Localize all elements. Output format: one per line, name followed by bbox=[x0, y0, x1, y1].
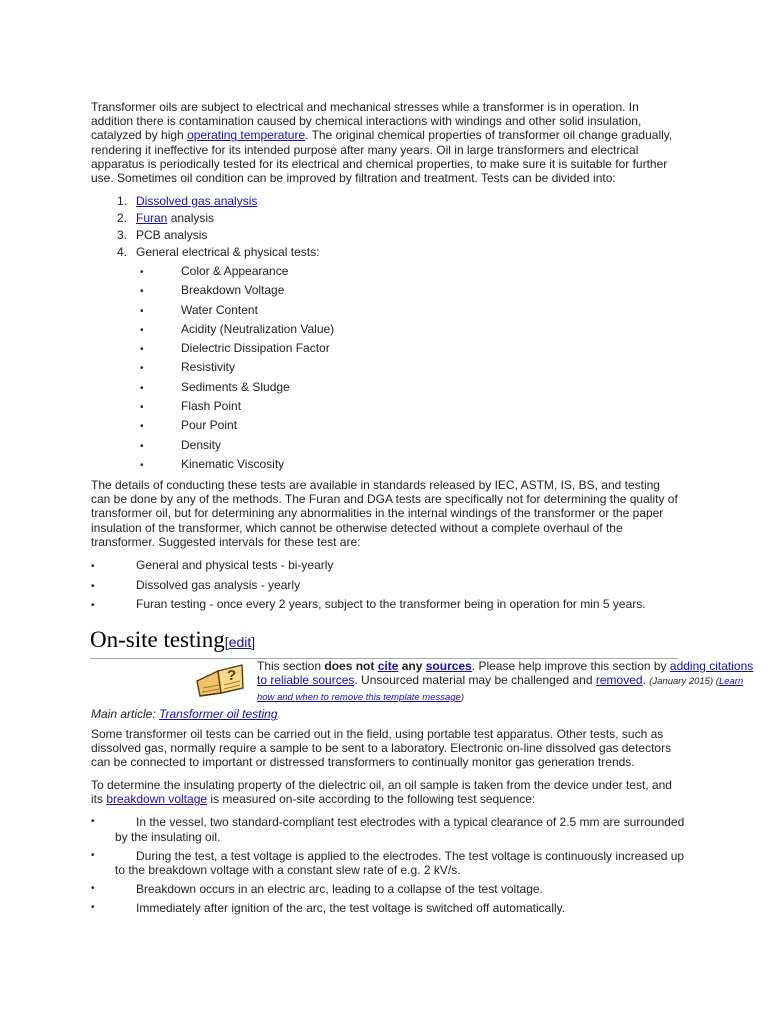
paragraph-text-start: To determine the insulating property of the dielectric oil, an oil sample is taken from the device under test, and its bbox=[91, 778, 672, 807]
list-text: Resistivity bbox=[181, 360, 236, 375]
bullet-icon: • bbox=[140, 305, 144, 317]
question-book-icon bbox=[194, 659, 246, 699]
dissolved-gas-analysis-link[interactable]: Dissolved gas analysis bbox=[136, 194, 258, 208]
list-item bbox=[91, 849, 691, 878]
bullet-icon: • bbox=[140, 382, 144, 394]
notice-date: (January 2015) bbox=[649, 676, 714, 687]
notice-text-part: . Unsourced material may be challenged and bbox=[354, 673, 596, 687]
cite-link[interactable]: cite bbox=[377, 659, 399, 673]
list-text: Dielectric Dissipation Factor bbox=[181, 341, 330, 356]
bullet-icon: • bbox=[140, 363, 144, 375]
list-text: Dissolved gas analysis - yearly bbox=[136, 577, 301, 592]
list-text: PCB analysis bbox=[136, 228, 208, 242]
bullet-icon: • bbox=[140, 402, 144, 414]
svg-text:?: ? bbox=[227, 667, 237, 684]
onsite-paragraph: Some transformer oil tests can be carried out in the field, using portable test apparatus. Other tests, such as dissolved gas, normally require a sample to be sent to a laboratory. Electronic on-line dissolved gas detectors can be connected to important or distressed transformers to continually monitor gas generation trends. bbox=[91, 727, 672, 770]
list-item bbox=[140, 281, 334, 300]
list-item bbox=[117, 193, 637, 210]
section-title: On-site testing bbox=[90, 627, 225, 652]
bullet-icon: • bbox=[140, 286, 144, 298]
paragraph-text-end: is measured on-site according to the following test sequence: bbox=[207, 792, 536, 807]
list-number: 3. bbox=[117, 228, 128, 242]
notice-paren: ( bbox=[713, 676, 719, 687]
list-text: During the test, a test voltage is applied to the electrodes. The test voltage is continuously increased up to the breakdown voltage with a constant slew rate of e.g. 2 kV/s. bbox=[115, 848, 685, 877]
list-item bbox=[117, 227, 637, 244]
edit-link[interactable]: edit bbox=[228, 634, 252, 650]
test-types-list bbox=[117, 193, 637, 261]
list-item bbox=[140, 301, 334, 320]
list-item bbox=[140, 262, 334, 281]
bullet-icon: • bbox=[140, 344, 144, 356]
bracket-open: [ bbox=[224, 634, 229, 650]
intervals-list bbox=[91, 556, 646, 615]
bullet-icon: • bbox=[91, 816, 95, 827]
breakdown-voltage-link[interactable]: breakdown voltage bbox=[106, 792, 208, 807]
list-item bbox=[91, 901, 691, 916]
bullet-icon: • bbox=[91, 902, 95, 913]
section-heading bbox=[90, 626, 678, 659]
list-item bbox=[91, 882, 691, 897]
test-sequence-list bbox=[91, 815, 691, 920]
list-number: 1. bbox=[117, 194, 128, 208]
notice-text-part: . bbox=[642, 673, 650, 687]
list-text: Water Content bbox=[181, 302, 258, 317]
list-text: Pour Point bbox=[181, 418, 238, 433]
bullet-icon: • bbox=[140, 440, 144, 452]
insulating-paragraph bbox=[91, 778, 681, 806]
details-paragraph: The details of conducting these tests are available in standards released by IEC, ASTM, IS, BS, and testing can be done by any of the methods. The Furan and DGA tests are specifically not for determining the quality of transformer oil, but for determining any abnormalities in the internal windings of the transformer or the paper insulation of the transformer, which cannot be otherwise detected without a complete overhaul of the transformer. Suggested intervals for these test are: bbox=[91, 478, 678, 549]
learn-more-link[interactable]: Learn how and when to remove this template message bbox=[257, 676, 744, 703]
list-item bbox=[140, 455, 334, 474]
list-item bbox=[140, 358, 334, 377]
bracket-close: ] bbox=[251, 634, 256, 650]
furan-link[interactable]: Furan bbox=[136, 211, 168, 225]
list-text: General electrical & physical tests: bbox=[136, 245, 320, 259]
list-text: Immediately after ignition of the arc, the test voltage is switched off automatically. bbox=[136, 901, 566, 915]
list-text: Kinematic Viscosity bbox=[181, 456, 285, 471]
list-text: Color & Appearance bbox=[181, 264, 289, 278]
adding-citations-link[interactable]: adding citations to reliable sources bbox=[257, 659, 754, 687]
sources-link[interactable]: sources bbox=[425, 659, 472, 673]
notice-bold: does not bbox=[324, 659, 378, 673]
list-number: 4. bbox=[117, 245, 128, 259]
bullet-icon: • bbox=[91, 561, 95, 572]
list-item bbox=[140, 378, 334, 397]
bullet-icon: • bbox=[140, 459, 144, 471]
transformer-oil-testing-link[interactable]: Transformer oil testing bbox=[159, 707, 278, 721]
list-item bbox=[91, 576, 646, 596]
list-item bbox=[91, 556, 646, 576]
list-text: Flash Point bbox=[181, 399, 242, 414]
bullet-icon: • bbox=[140, 267, 144, 278]
notice-paren: ) bbox=[460, 692, 465, 703]
intro-text-end: . The original chemical properties of transformer oil change gradually, rendering it ineffective for its intended purpose after many years. Oil in large transformers and electrical apparatus is periodically tested for its electrical and chemical properties, to make sure it is suitable for further use. Sometimes oil condition can be improved by filtration and treatment. Tests can be divided into: bbox=[91, 128, 673, 186]
list-item bbox=[140, 320, 334, 339]
list-item bbox=[117, 244, 637, 261]
operating-temperature-link[interactable]: operating temperature bbox=[187, 128, 306, 143]
list-text: Breakdown Voltage bbox=[181, 283, 285, 298]
list-text: Density bbox=[181, 437, 222, 452]
list-item bbox=[140, 339, 334, 358]
bullet-icon: • bbox=[91, 580, 95, 592]
list-text: Acidity (Neutralization Value) bbox=[181, 321, 335, 336]
bullet-icon: • bbox=[140, 324, 144, 336]
bullet-icon: • bbox=[91, 600, 95, 611]
notice-text-part: . Please help improve this section by bbox=[471, 659, 670, 673]
main-article-label: Main article: bbox=[91, 707, 160, 721]
list-item bbox=[91, 595, 646, 615]
list-text: analysis bbox=[167, 211, 215, 225]
intro-text-start: Transformer oils are subject to electrical and mechanical stresses while a transformer is in operation. In addition there is contamination caused by chemical interactions with windings and other solid insulation, catalyzed by high bbox=[91, 100, 642, 143]
edit-section bbox=[225, 634, 255, 650]
notice-bold: any bbox=[398, 659, 426, 673]
bullet-icon: • bbox=[140, 421, 144, 433]
general-tests-list bbox=[140, 262, 334, 474]
list-item bbox=[140, 397, 334, 416]
removed-link[interactable]: removed bbox=[595, 673, 643, 687]
notice-text bbox=[257, 659, 762, 705]
list-number: 2. bbox=[117, 211, 128, 225]
list-item bbox=[91, 815, 691, 844]
list-item bbox=[117, 210, 637, 227]
list-text: Sediments & Sludge bbox=[181, 379, 290, 394]
main-article-hatnote bbox=[91, 707, 278, 721]
list-text: In the vessel, two standard-compliant test electrodes with a typical clearance of 2.5 mm are surrounded by the insulating oil. bbox=[115, 815, 685, 844]
list-text: Breakdown occurs in an electric arc, leading to a collapse of the test voltage. bbox=[136, 882, 543, 896]
notice-text-part: This section bbox=[257, 659, 325, 673]
list-item bbox=[140, 416, 334, 435]
list-text: General and physical tests - bi-yearly bbox=[136, 558, 334, 572]
bullet-icon: • bbox=[91, 883, 95, 894]
intro-paragraph bbox=[91, 100, 681, 185]
list-item bbox=[140, 436, 334, 455]
list-text: Furan testing - once every 2 years, subject to the transformer being in operation for min 5 years. bbox=[136, 597, 646, 611]
citation-notice bbox=[186, 656, 766, 702]
bullet-icon: • bbox=[91, 849, 95, 861]
